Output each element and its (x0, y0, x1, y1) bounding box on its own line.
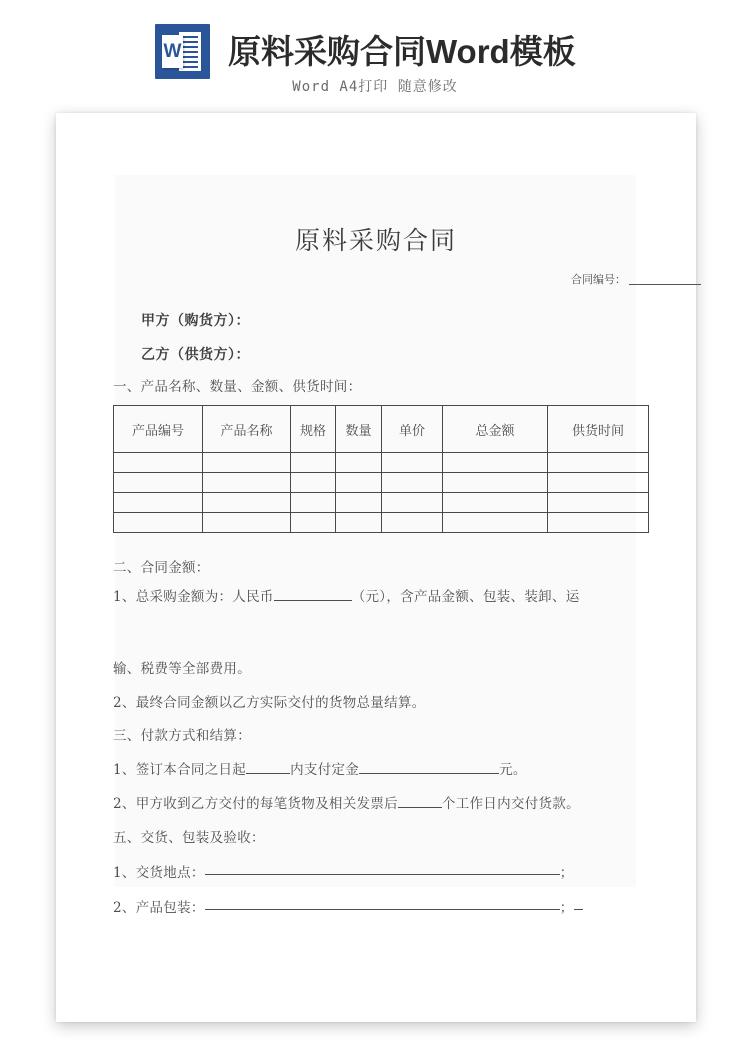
table-cell[interactable] (114, 513, 203, 533)
table-header-cell: 产品编号 (114, 406, 203, 453)
section-3-item-1 (113, 758, 527, 778)
section-5-item-1-end: ； (559, 865, 574, 881)
section-3-item-2-text-a: 2、甲方收到乙方交付的每笔货物及相关发票后 (113, 796, 398, 812)
section-2-item-1-cont: 输、税费等全部费用。 (113, 661, 251, 677)
word-app-icon (155, 24, 210, 79)
word-icon-letter: W (163, 41, 182, 62)
table-cell[interactable] (336, 513, 382, 533)
table-cell[interactable] (336, 453, 382, 473)
section-2-item-1-text-a: 1、总采购金额为：人民币 (113, 589, 274, 605)
section-3-item-2 (113, 792, 580, 812)
banner-title: 原料采购合同Word模板 (228, 33, 576, 70)
contract-number-blank[interactable] (629, 284, 701, 285)
header-banner (0, 0, 750, 112)
table-cell[interactable] (203, 453, 291, 473)
section-5-item-2-end: ； (559, 900, 574, 916)
delivery-location-blank[interactable] (205, 874, 560, 875)
table-header-cell: 总金额 (443, 406, 548, 453)
section-2-item-2: 2、最终合同金额以乙方实际交付的货物总量结算。 (113, 695, 426, 711)
section-3-item-2-text-b: 个工作日内交付货款。 (441, 796, 580, 812)
table-row (114, 513, 649, 533)
table-cell[interactable] (382, 493, 443, 513)
table-row (114, 473, 649, 493)
section-5-item-2-label: 2、产品包装： (113, 900, 205, 916)
table-cell[interactable] (203, 473, 291, 493)
table-cell[interactable] (291, 513, 336, 533)
section-5-item-2 (113, 896, 583, 916)
product-table (113, 405, 649, 533)
table-row (114, 493, 649, 513)
section-2-item-1-text-b: （元），含产品金额、包装、装卸、运 (351, 589, 580, 605)
table-cell[interactable] (336, 473, 382, 493)
table-cell[interactable] (114, 473, 203, 493)
section-5-item-1-label: 1、交货地点： (113, 865, 205, 881)
section-5-heading: 五、交货、包装及验收： (113, 830, 265, 846)
section-1-heading: 一、产品名称、数量、金额、供货时间： (113, 379, 362, 395)
section-3-item-1-text-a: 1、签订本合同之日起 (113, 762, 247, 778)
total-amount-blank[interactable] (274, 600, 352, 601)
section-2-item-1 (113, 585, 580, 605)
section-2-heading: 二、合同金额： (113, 560, 210, 576)
table-header-cell: 规格 (291, 406, 336, 453)
table-cell[interactable] (443, 493, 548, 513)
table-cell[interactable] (291, 473, 336, 493)
section-5-item-1 (113, 861, 574, 881)
banner-subtitle: Word A4打印 随意修改 (292, 79, 458, 95)
table-cell[interactable] (114, 493, 203, 513)
product-packaging-blank-overflow[interactable] (574, 909, 583, 910)
section-3-item-1-text-b: 内支付定金 (290, 762, 360, 778)
table-cell[interactable] (548, 493, 649, 513)
table-header-row (114, 406, 649, 453)
table-cell[interactable] (443, 513, 548, 533)
table-cell[interactable] (382, 513, 443, 533)
document-title: 原料采购合同 (294, 226, 457, 255)
table-cell[interactable] (336, 493, 382, 513)
table-cell[interactable] (203, 493, 291, 513)
table-cell[interactable] (443, 453, 548, 473)
contract-number-field (571, 271, 701, 287)
table-cell[interactable] (291, 493, 336, 513)
table-row (114, 453, 649, 473)
deposit-amount-blank[interactable] (359, 773, 499, 774)
contract-number-label: 合同编号： (571, 273, 626, 286)
banner-title-row (155, 24, 576, 79)
party-a: 甲方（购货方）： (141, 313, 250, 329)
product-packaging-blank[interactable] (205, 909, 560, 910)
table-cell[interactable] (548, 513, 649, 533)
table-cell[interactable] (203, 513, 291, 533)
table-cell[interactable] (443, 473, 548, 493)
table-cell[interactable] (548, 453, 649, 473)
table-header-cell: 供货时间 (548, 406, 649, 453)
section-3-heading: 三、付款方式和结算： (113, 728, 251, 744)
payment-days-blank[interactable] (398, 807, 442, 808)
section-3-item-1-text-c: 元。 (499, 762, 527, 778)
table-header-cell: 产品名称 (203, 406, 291, 453)
deposit-days-blank[interactable] (246, 773, 290, 774)
table-header-cell: 数量 (336, 406, 382, 453)
table-cell[interactable] (291, 453, 336, 473)
document-body (56, 113, 696, 1022)
table-cell[interactable] (382, 473, 443, 493)
party-b: 乙方（供货方）： (141, 347, 250, 363)
table-cell[interactable] (382, 453, 443, 473)
table-cell[interactable] (548, 473, 649, 493)
table-header-cell: 单价 (382, 406, 443, 453)
table-cell[interactable] (114, 453, 203, 473)
